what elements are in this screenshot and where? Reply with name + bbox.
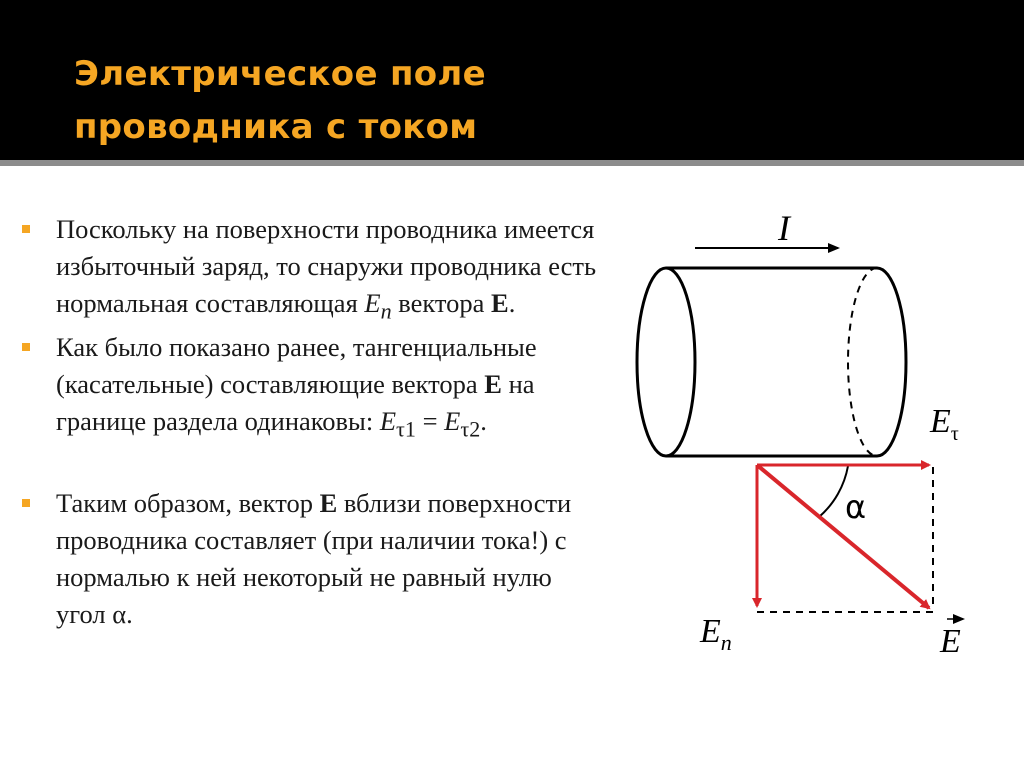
vector-e: E	[319, 487, 338, 518]
bullet-item-1	[22, 211, 602, 329]
equals-sign: =	[415, 406, 445, 437]
subscript-tau2: τ2	[460, 416, 481, 442]
resultant-vector	[757, 465, 929, 608]
bullet-item-3	[22, 485, 602, 633]
bullet-marker	[22, 343, 30, 351]
bullet-text: .	[126, 598, 133, 629]
subscript-n: n	[380, 298, 392, 324]
bullet-text: Таким образом, вектор	[56, 487, 320, 518]
subscript-tau1: τ1	[396, 416, 416, 442]
conductor-diagram	[600, 166, 1024, 767]
bullet-text: Поскольку на поверхности проводника имеется избыточный заряд, то снаружи проводника есть нормальная составляющая	[56, 214, 597, 318]
current-label: I	[778, 208, 790, 248]
slide-header	[0, 0, 1024, 160]
slide-body	[0, 166, 1024, 767]
cylinder-back-hidden	[848, 268, 877, 456]
angle-arc	[819, 466, 848, 517]
slide-title	[74, 48, 486, 154]
cylinder-front-face	[637, 268, 695, 456]
bullet-text: вблизи поверхности проводника составляет (при наличии тока!) с нормалью к ней некоторый не равный нулю угол	[56, 487, 572, 629]
resultant-label	[939, 619, 963, 660]
angle-label: α	[845, 488, 867, 526]
vector-e: E	[484, 369, 502, 400]
bullet-list	[22, 211, 602, 633]
bullet-text: Как было показано ранее, тангенциальные (касательные) составляющие вектора	[56, 332, 537, 400]
normal-label: $E_n$	[700, 613, 732, 655]
cylinder-back-visible	[877, 268, 906, 456]
bullet-text: на границе раздела одинаковы:	[56, 369, 535, 437]
resultant-label-text: E	[940, 623, 961, 660]
symbol-e: E	[379, 406, 397, 437]
bullet-item-2	[22, 329, 602, 447]
vector-e: E	[491, 288, 509, 318]
cylinder	[637, 268, 906, 456]
symbol-e: E	[444, 406, 461, 437]
bullet-text: .	[480, 406, 487, 437]
symbol-e: E	[364, 288, 381, 318]
bullet-text: вектора	[391, 288, 492, 318]
title-line-2: проводника с током	[74, 107, 478, 147]
bullet-marker	[22, 225, 30, 233]
title-line-1: Электрическое поле	[74, 54, 486, 94]
tangential-label: $E_\tau$	[930, 403, 959, 445]
bullet-text: .	[508, 288, 516, 318]
alpha-symbol: α	[112, 598, 127, 629]
bullet-marker	[22, 499, 30, 507]
